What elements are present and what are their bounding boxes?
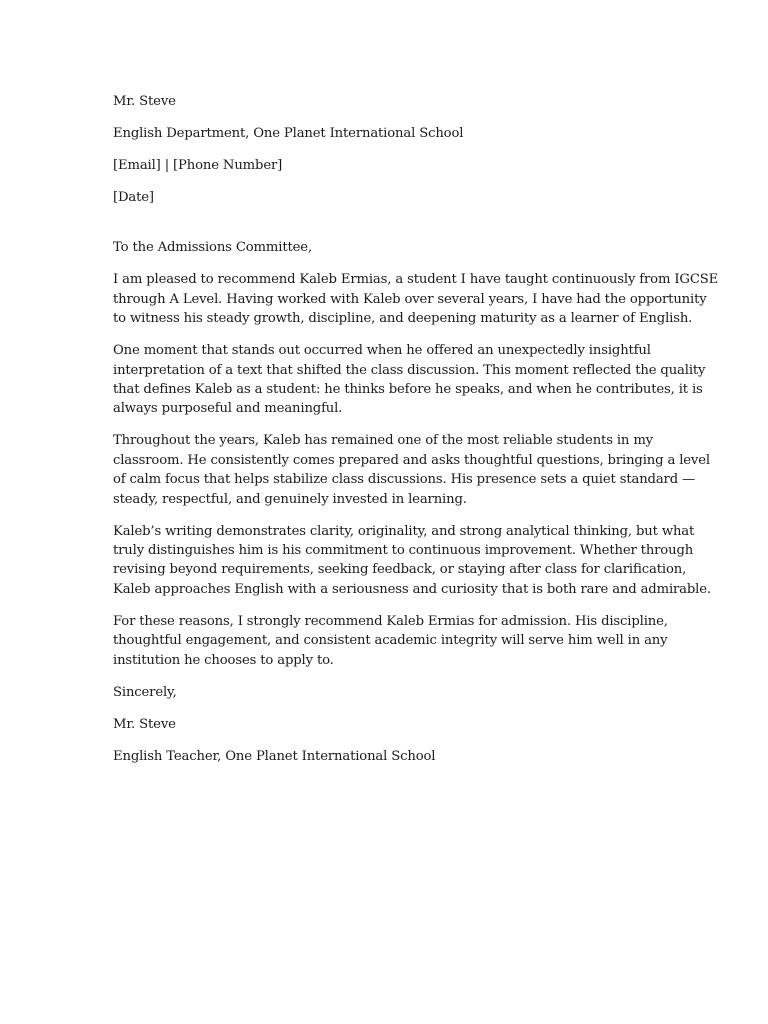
sender-contact: [Email] | [Phone Number] bbox=[113, 158, 283, 173]
recommendation-letter bbox=[113, 92, 719, 779]
paragraph-line: to witness his steady growth, discipline, and deepening maturity as a learner of English. bbox=[113, 311, 693, 327]
paragraph-line: through A Level. Having worked with Kaleb over several years, I have had the opportunity bbox=[113, 291, 707, 307]
paragraph-line: Kaleb’s writing demonstrates clarity, originality, and strong analytical thinking, but what bbox=[113, 523, 695, 539]
paragraph-line: truly distinguishes him is his commitment to continuous improvement. Whether through bbox=[113, 543, 694, 559]
paragraph-line: classroom. He consistently comes prepared and asks thoughtful questions, bringing a level bbox=[113, 452, 710, 468]
paragraph-5 bbox=[113, 612, 668, 670]
salutation: To the Admissions Committee, bbox=[113, 240, 312, 256]
paragraph-line: that defines Kaleb as a student: he thinks before he speaks, and when he contributes, it is bbox=[113, 382, 703, 398]
paragraph-1 bbox=[113, 270, 719, 328]
paragraph-line: Kaleb approaches English with a seriousness and curiosity that is both rare and admirable. bbox=[113, 581, 711, 597]
sender-name: Mr. Steve bbox=[113, 94, 176, 109]
paragraph-line: One moment that stands out occurred when he offered an unexpectedly insightful bbox=[113, 343, 651, 359]
letter-date: [Date] bbox=[113, 190, 154, 205]
sender-department: English Department, One Planet International School bbox=[113, 126, 464, 141]
paragraph-line: institution he chooses to apply to. bbox=[113, 652, 334, 668]
paragraph-line: steady, respectful, and genuinely invested in learning. bbox=[113, 491, 467, 507]
paragraph-3 bbox=[113, 431, 710, 509]
paragraph-2 bbox=[113, 341, 706, 419]
valediction: Sincerely, bbox=[113, 684, 177, 700]
signatory-title: English Teacher, One Planet International School bbox=[113, 748, 436, 764]
paragraph-line: thoughtful engagement, and consistent academic integrity will serve him well in any bbox=[113, 633, 668, 649]
signatory-name: Mr. Steve bbox=[113, 716, 176, 732]
paragraph-line: interpretation of a text that shifted the class discussion. This moment reflected the quality bbox=[113, 362, 706, 378]
paragraph-line: revising beyond requirements, seeking feedback, or staying after class for clarification, bbox=[113, 562, 687, 578]
paragraph-4 bbox=[113, 522, 711, 600]
paragraph-line: Throughout the years, Kaleb has remained one of the most reliable students in my bbox=[113, 433, 653, 449]
paragraph-line: always purposeful and meaningful. bbox=[113, 401, 343, 417]
paragraph-line: of calm focus that helps stabilize class discussions. His presence sets a quiet standard — bbox=[113, 472, 696, 488]
paragraph-line: For these reasons, I strongly recommend Kaleb Ermias for admission. His discipline, bbox=[113, 613, 668, 629]
paragraph-line: I am pleased to recommend Kaleb Ermias, a student I have taught continuously from IGCSE bbox=[113, 272, 719, 288]
